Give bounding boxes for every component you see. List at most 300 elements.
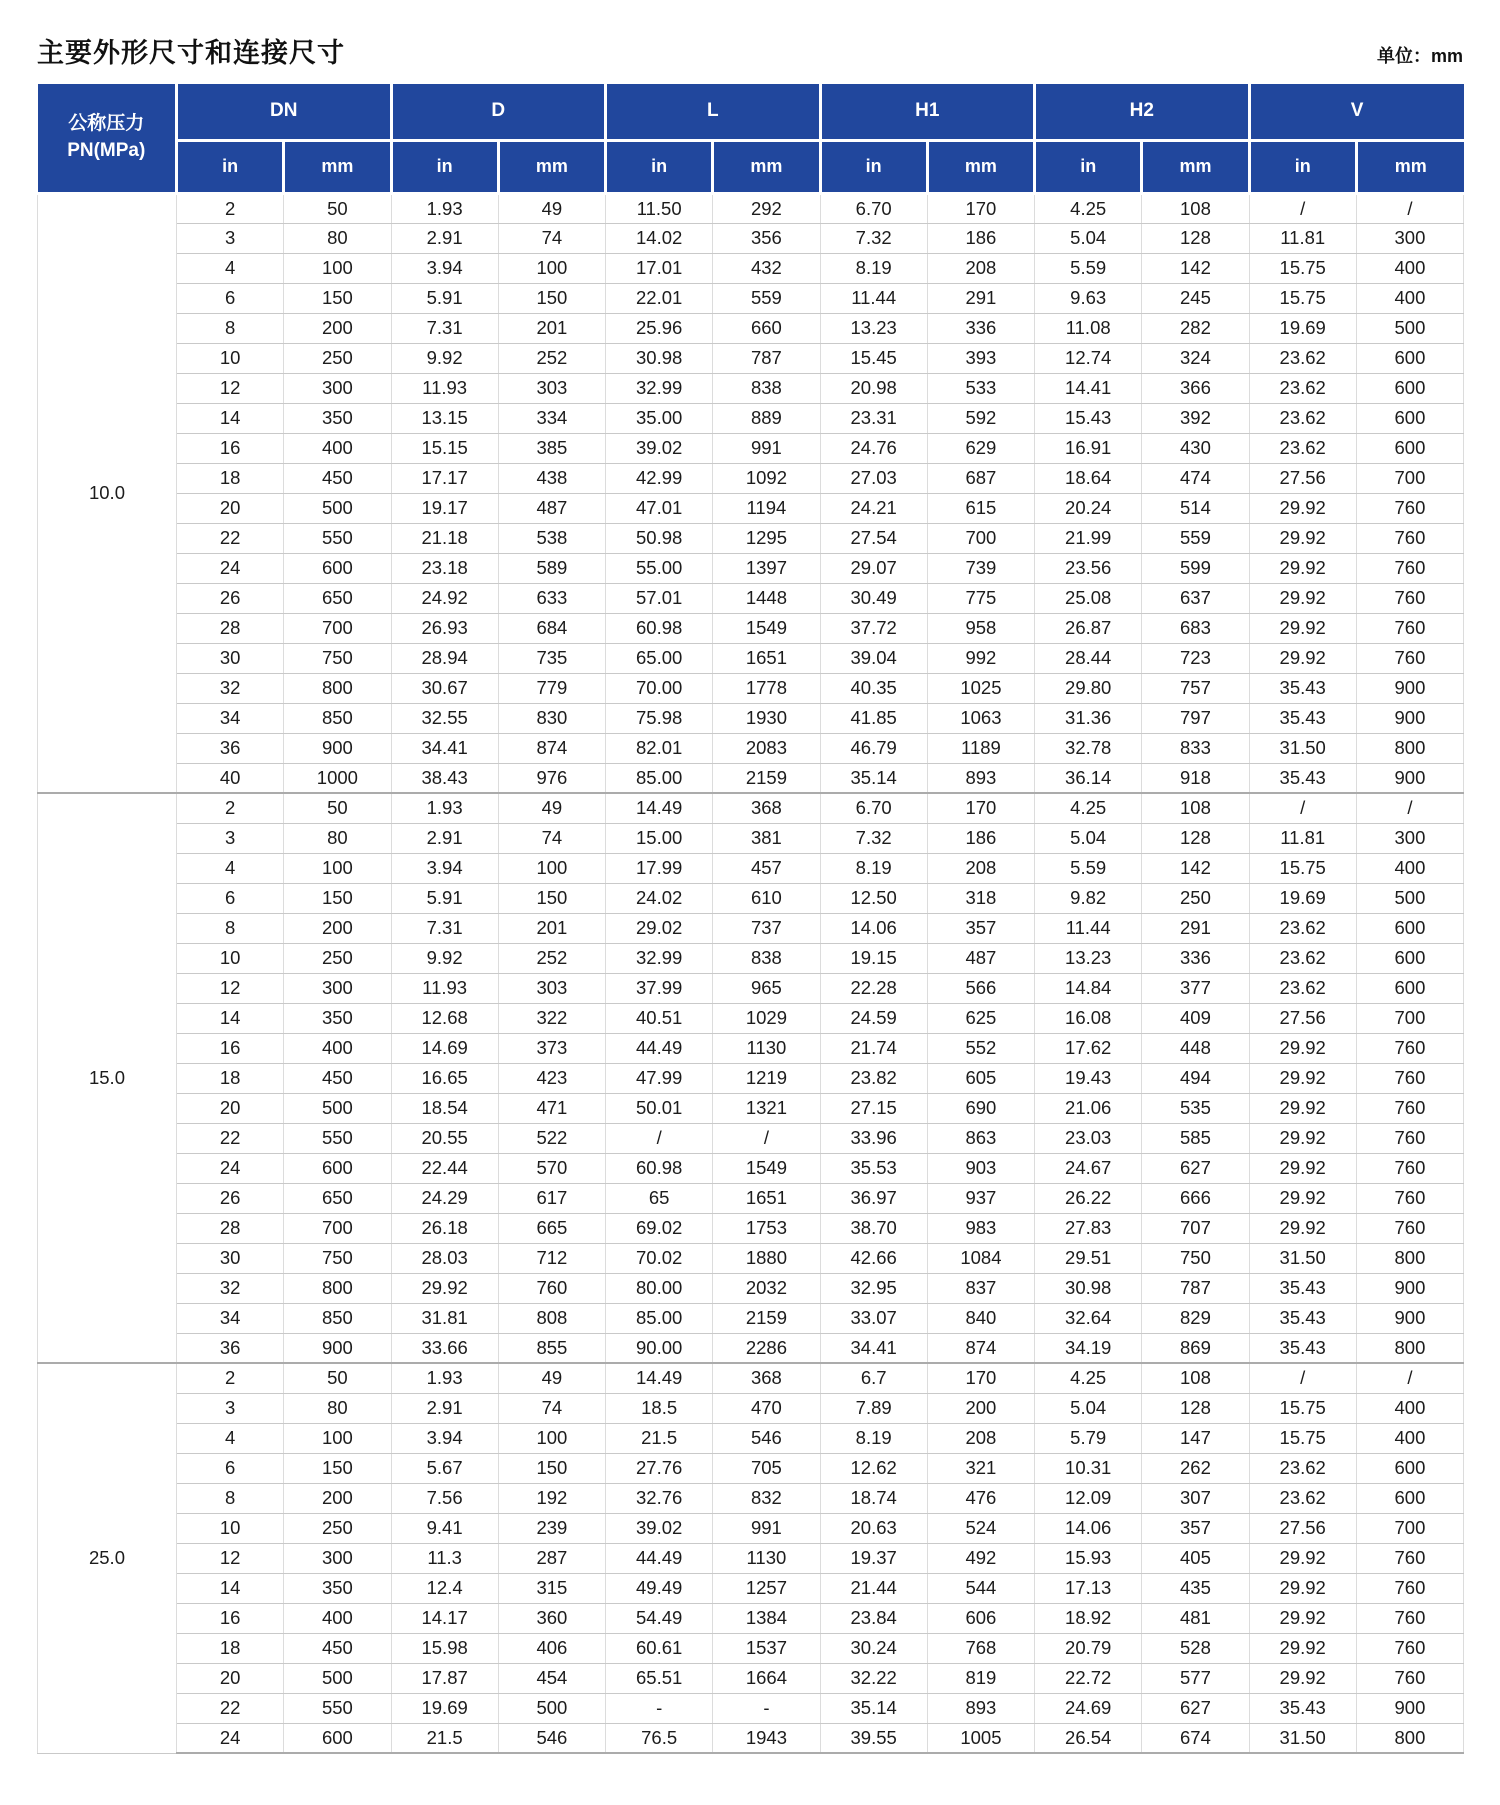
subheader-v-in: in	[1249, 140, 1356, 193]
data-cell: 760	[1356, 1663, 1463, 1693]
data-cell: 60.98	[606, 1153, 713, 1183]
data-cell: 60.98	[606, 613, 713, 643]
data-cell: 1257	[713, 1573, 820, 1603]
data-cell: 80	[284, 1393, 391, 1423]
data-cell: 25.08	[1035, 583, 1142, 613]
data-cell: 35.14	[820, 1693, 927, 1723]
data-cell: 49	[498, 193, 605, 223]
table-row	[38, 823, 1464, 853]
data-cell: 27.56	[1249, 463, 1356, 493]
data-cell: 23.03	[1035, 1123, 1142, 1153]
data-cell: 28.44	[1035, 643, 1142, 673]
data-cell: 30.98	[606, 343, 713, 373]
data-cell: 350	[284, 403, 391, 433]
data-cell: 69.02	[606, 1213, 713, 1243]
data-cell: 282	[1142, 313, 1249, 343]
table-row	[38, 763, 1464, 793]
data-cell: 350	[284, 1003, 391, 1033]
data-cell: 300	[284, 973, 391, 1003]
data-cell: 20.24	[1035, 493, 1142, 523]
data-cell: 470	[713, 1393, 820, 1423]
header-unit-row	[38, 140, 1464, 193]
data-cell: 23.62	[1249, 403, 1356, 433]
header-group-row	[38, 84, 1464, 140]
data-cell: 30	[177, 1243, 284, 1273]
table-row	[38, 313, 1464, 343]
data-cell: 757	[1142, 673, 1249, 703]
data-cell: 70.00	[606, 673, 713, 703]
data-cell: 36	[177, 1333, 284, 1363]
data-cell: 21.99	[1035, 523, 1142, 553]
table-row	[38, 673, 1464, 703]
table-row	[38, 1393, 1464, 1423]
data-cell: /	[1249, 193, 1356, 223]
data-cell: 2032	[713, 1273, 820, 1303]
data-cell: 1000	[284, 763, 391, 793]
data-cell: 42.66	[820, 1243, 927, 1273]
table-row	[38, 643, 1464, 673]
data-cell: 25.96	[606, 313, 713, 343]
data-cell: 35.43	[1249, 1693, 1356, 1723]
data-cell: 1084	[927, 1243, 1034, 1273]
data-cell: 300	[1356, 823, 1463, 853]
data-cell: 2.91	[391, 1393, 498, 1423]
data-cell: 23.56	[1035, 553, 1142, 583]
data-cell: 600	[1356, 343, 1463, 373]
data-cell: 368	[713, 1363, 820, 1393]
data-cell: 292	[713, 193, 820, 223]
data-cell: 377	[1142, 973, 1249, 1003]
data-cell: 50	[284, 1363, 391, 1393]
data-cell: 128	[1142, 823, 1249, 853]
table-row	[38, 1723, 1464, 1753]
data-cell: 7.32	[820, 823, 927, 853]
data-cell: 18.54	[391, 1093, 498, 1123]
data-cell: 637	[1142, 583, 1249, 613]
table-row	[38, 1153, 1464, 1183]
data-cell: 368	[713, 793, 820, 823]
pressure-column-header	[38, 84, 177, 193]
data-cell: 21.18	[391, 523, 498, 553]
table-row	[38, 1243, 1464, 1273]
data-cell: 150	[284, 883, 391, 913]
data-cell: 100	[498, 1423, 605, 1453]
table-row	[38, 493, 1464, 523]
data-cell: 29.92	[1249, 1213, 1356, 1243]
data-cell: 5.04	[1035, 223, 1142, 253]
data-cell: 35.43	[1249, 1333, 1356, 1363]
data-cell: 28.03	[391, 1243, 498, 1273]
data-cell: 552	[927, 1033, 1034, 1063]
data-cell: 893	[927, 763, 1034, 793]
data-cell: 600	[1356, 1483, 1463, 1513]
table-row	[38, 1303, 1464, 1333]
data-cell: 700	[284, 613, 391, 643]
data-cell: 170	[927, 193, 1034, 223]
data-cell: 14.69	[391, 1033, 498, 1063]
data-cell: 600	[284, 1723, 391, 1753]
data-cell: 723	[1142, 643, 1249, 673]
data-cell: 16.91	[1035, 433, 1142, 463]
data-cell: 17.99	[606, 853, 713, 883]
data-cell: 400	[1356, 1423, 1463, 1453]
data-cell: 18.74	[820, 1483, 927, 1513]
data-cell: 35.14	[820, 763, 927, 793]
data-cell: 12.68	[391, 1003, 498, 1033]
page-title: 主要外形尺寸和连接尺寸	[37, 38, 345, 68]
data-cell: 250	[284, 943, 391, 973]
data-cell: 2	[177, 1363, 284, 1393]
data-cell: 937	[927, 1183, 1034, 1213]
data-cell: 5.91	[391, 283, 498, 313]
data-cell: 32.55	[391, 703, 498, 733]
data-cell: 47.01	[606, 493, 713, 523]
data-cell: 15.75	[1249, 1423, 1356, 1453]
data-cell: 20	[177, 493, 284, 523]
data-cell: 303	[498, 373, 605, 403]
data-cell: 10.31	[1035, 1453, 1142, 1483]
data-cell: 760	[1356, 1153, 1463, 1183]
data-cell: 21.5	[606, 1423, 713, 1453]
data-cell: 36.97	[820, 1183, 927, 1213]
data-cell: 15.00	[606, 823, 713, 853]
data-cell: 14.06	[1035, 1513, 1142, 1543]
data-cell: 570	[498, 1153, 605, 1183]
data-cell: 471	[498, 1093, 605, 1123]
data-cell: 80	[284, 823, 391, 853]
data-cell: 85.00	[606, 763, 713, 793]
data-cell: 712	[498, 1243, 605, 1273]
data-cell: 29.92	[1249, 583, 1356, 613]
data-cell: 357	[1142, 1513, 1249, 1543]
data-cell: 23.62	[1249, 913, 1356, 943]
data-cell: 4	[177, 853, 284, 883]
data-cell: 50	[284, 193, 391, 223]
data-cell: 34.19	[1035, 1333, 1142, 1363]
data-cell: 760	[1356, 1603, 1463, 1633]
data-cell: 829	[1142, 1303, 1249, 1333]
data-cell: 32.22	[820, 1663, 927, 1693]
data-cell: 32.76	[606, 1483, 713, 1513]
data-cell: 38.43	[391, 763, 498, 793]
data-cell: 201	[498, 313, 605, 343]
data-cell: 324	[1142, 343, 1249, 373]
data-cell: 315	[498, 1573, 605, 1603]
table-row	[38, 883, 1464, 913]
data-cell: 208	[927, 253, 1034, 283]
data-cell: 6	[177, 1453, 284, 1483]
data-cell: 1321	[713, 1093, 820, 1123]
data-cell: 5.59	[1035, 253, 1142, 283]
data-cell: 142	[1142, 253, 1249, 283]
table-row	[38, 1513, 1464, 1543]
data-cell: 6.7	[820, 1363, 927, 1393]
data-cell: 1549	[713, 613, 820, 643]
data-cell: 23.62	[1249, 343, 1356, 373]
data-cell: 10	[177, 943, 284, 973]
data-cell: 1194	[713, 493, 820, 523]
data-cell: 838	[713, 373, 820, 403]
data-cell: 863	[927, 1123, 1034, 1153]
data-cell: 27.76	[606, 1453, 713, 1483]
data-cell: 760	[1356, 1183, 1463, 1213]
data-cell: 14.84	[1035, 973, 1142, 1003]
data-cell: 760	[1356, 613, 1463, 643]
data-cell: 24	[177, 1153, 284, 1183]
data-cell: /	[1249, 1363, 1356, 1393]
data-cell: 705	[713, 1453, 820, 1483]
data-cell: 409	[1142, 1003, 1249, 1033]
data-cell: 550	[284, 1123, 391, 1153]
data-cell: 31.50	[1249, 733, 1356, 763]
dimensions-table	[37, 84, 1464, 1754]
data-cell: 15.45	[820, 343, 927, 373]
data-cell: 750	[284, 1243, 391, 1273]
data-cell: 12.50	[820, 883, 927, 913]
data-cell: 29.92	[1249, 613, 1356, 643]
data-cell: 50	[284, 793, 391, 823]
data-cell: 26.87	[1035, 613, 1142, 643]
data-cell: 6.70	[820, 793, 927, 823]
data-cell: -	[606, 1693, 713, 1723]
data-cell: 29.92	[1249, 553, 1356, 583]
data-cell: 80	[284, 223, 391, 253]
data-cell: 27.15	[820, 1093, 927, 1123]
data-cell: 665	[498, 1213, 605, 1243]
data-cell: 7.31	[391, 313, 498, 343]
data-cell: 82.01	[606, 733, 713, 763]
data-cell: 787	[1142, 1273, 1249, 1303]
data-cell: 18.64	[1035, 463, 1142, 493]
data-cell: 186	[927, 223, 1034, 253]
data-cell: 33.96	[820, 1123, 927, 1153]
data-cell: 700	[1356, 1513, 1463, 1543]
data-cell: 808	[498, 1303, 605, 1333]
data-cell: 900	[284, 733, 391, 763]
data-cell: 500	[284, 493, 391, 523]
data-cell: 16.08	[1035, 1003, 1142, 1033]
data-cell: 34	[177, 1303, 284, 1333]
data-cell: 3	[177, 823, 284, 853]
data-cell: 450	[284, 1063, 391, 1093]
data-cell: 476	[927, 1483, 1034, 1513]
data-cell: 958	[927, 613, 1034, 643]
data-cell: 983	[927, 1213, 1034, 1243]
data-cell: 4	[177, 1423, 284, 1453]
data-cell: 650	[284, 1183, 391, 1213]
data-cell: 4	[177, 253, 284, 283]
data-cell: 4.25	[1035, 193, 1142, 223]
data-cell: 150	[284, 1453, 391, 1483]
data-cell: 448	[1142, 1033, 1249, 1063]
data-cell: 29.92	[1249, 643, 1356, 673]
data-cell: 1537	[713, 1633, 820, 1663]
table-row	[38, 1213, 1464, 1243]
data-cell: 1397	[713, 553, 820, 583]
data-cell: 474	[1142, 463, 1249, 493]
data-cell: 600	[1356, 973, 1463, 1003]
data-cell: 3.94	[391, 253, 498, 283]
data-cell: 760	[1356, 1093, 1463, 1123]
data-cell: 19.37	[820, 1543, 927, 1573]
subheader-dn-mm: mm	[284, 140, 391, 193]
pressure-value-cell: 10.0	[38, 193, 177, 793]
data-cell: 29.51	[1035, 1243, 1142, 1273]
data-cell: 992	[927, 643, 1034, 673]
table-row	[38, 193, 1464, 223]
data-cell: 357	[927, 913, 1034, 943]
data-cell: 291	[927, 283, 1034, 313]
data-cell: 49	[498, 1363, 605, 1393]
data-cell: 700	[927, 523, 1034, 553]
data-cell: 34.41	[820, 1333, 927, 1363]
table-header	[38, 84, 1464, 193]
data-cell: 11.44	[820, 283, 927, 313]
data-cell: 550	[284, 523, 391, 553]
data-cell: 27.56	[1249, 1003, 1356, 1033]
data-cell: 8	[177, 913, 284, 943]
data-cell: 373	[498, 1033, 605, 1063]
data-cell: 14	[177, 1573, 284, 1603]
data-cell: 599	[1142, 553, 1249, 583]
data-cell: 2159	[713, 763, 820, 793]
data-cell: 39.02	[606, 433, 713, 463]
data-cell: 28.94	[391, 643, 498, 673]
data-cell: 1664	[713, 1663, 820, 1693]
data-cell: 30	[177, 643, 284, 673]
title-row	[37, 30, 1463, 70]
table-row	[38, 343, 1464, 373]
data-cell: 54.49	[606, 1603, 713, 1633]
data-cell: 31.81	[391, 1303, 498, 1333]
data-cell: 617	[498, 1183, 605, 1213]
data-cell: 3.94	[391, 853, 498, 883]
data-cell: 2083	[713, 733, 820, 763]
data-cell: 1130	[713, 1033, 820, 1063]
data-cell: 1025	[927, 673, 1034, 703]
data-cell: 430	[1142, 433, 1249, 463]
data-cell: 760	[1356, 1573, 1463, 1603]
pressure-header-line2: PN(MPa)	[67, 139, 146, 161]
data-cell: 492	[927, 1543, 1034, 1573]
data-cell: 1549	[713, 1153, 820, 1183]
table-row	[38, 1123, 1464, 1153]
data-cell: 787	[713, 343, 820, 373]
data-cell: 239	[498, 1513, 605, 1543]
data-cell: 23.84	[820, 1603, 927, 1633]
data-cell: 35.43	[1249, 763, 1356, 793]
data-cell: 27.03	[820, 463, 927, 493]
data-cell: 683	[1142, 613, 1249, 643]
column-group-header-v: V	[1249, 84, 1464, 140]
data-cell: 592	[927, 403, 1034, 433]
table-row	[38, 1363, 1464, 1393]
data-cell: 7.56	[391, 1483, 498, 1513]
data-cell: 15.75	[1249, 853, 1356, 883]
data-cell: 300	[284, 1543, 391, 1573]
data-cell: 29.92	[1249, 1573, 1356, 1603]
pressure-value-cell: 25.0	[38, 1363, 177, 1753]
data-cell: 1092	[713, 463, 820, 493]
data-cell: 2	[177, 193, 284, 223]
data-cell: 14.41	[1035, 373, 1142, 403]
data-cell: 1448	[713, 583, 820, 613]
data-cell: 366	[1142, 373, 1249, 403]
data-cell: 566	[927, 973, 1034, 1003]
data-cell: 24.92	[391, 583, 498, 613]
data-cell: 40.51	[606, 1003, 713, 1033]
data-cell: 15.98	[391, 1633, 498, 1663]
data-cell: 318	[927, 883, 1034, 913]
data-cell: 186	[927, 823, 1034, 853]
data-cell: 31.36	[1035, 703, 1142, 733]
data-cell: 589	[498, 553, 605, 583]
data-cell: 5.04	[1035, 1393, 1142, 1423]
table-body	[38, 193, 1464, 1753]
data-cell: 200	[284, 313, 391, 343]
data-cell: 900	[1356, 1693, 1463, 1723]
data-cell: 32.78	[1035, 733, 1142, 763]
data-cell: 200	[284, 913, 391, 943]
data-cell: 100	[284, 1423, 391, 1453]
data-cell: 11.50	[606, 193, 713, 223]
data-cell: 70.02	[606, 1243, 713, 1273]
data-cell: 49	[498, 793, 605, 823]
data-cell: 35.43	[1249, 703, 1356, 733]
data-cell: 11.3	[391, 1543, 498, 1573]
data-cell: 15.75	[1249, 1393, 1356, 1423]
data-cell: 26.54	[1035, 1723, 1142, 1753]
data-cell: 1.93	[391, 793, 498, 823]
data-cell: 19.69	[1249, 313, 1356, 343]
data-cell: 100	[498, 853, 605, 883]
data-cell: 200	[927, 1393, 1034, 1423]
data-cell: 17.01	[606, 253, 713, 283]
data-cell: 30.24	[820, 1633, 927, 1663]
data-cell: 760	[1356, 493, 1463, 523]
data-cell: 1.93	[391, 193, 498, 223]
data-cell: 23.18	[391, 553, 498, 583]
data-cell: 19.69	[391, 1693, 498, 1723]
data-cell: 9.41	[391, 1513, 498, 1543]
table-row	[38, 1483, 1464, 1513]
data-cell: 291	[1142, 913, 1249, 943]
data-cell: 684	[498, 613, 605, 643]
data-cell: 435	[1142, 1573, 1249, 1603]
data-cell: 457	[713, 853, 820, 883]
data-cell: 528	[1142, 1633, 1249, 1663]
data-cell: 8.19	[820, 1423, 927, 1453]
data-cell: 23.82	[820, 1063, 927, 1093]
data-cell: 150	[498, 883, 605, 913]
data-cell: 900	[1356, 1303, 1463, 1333]
data-cell: 245	[1142, 283, 1249, 313]
data-cell: 889	[713, 403, 820, 433]
data-cell: /	[713, 1123, 820, 1153]
data-cell: 150	[498, 283, 605, 313]
data-cell: 29.07	[820, 553, 927, 583]
data-cell: 800	[1356, 1243, 1463, 1273]
data-cell: 874	[498, 733, 605, 763]
table-row	[38, 1003, 1464, 1033]
data-cell: 29.02	[606, 913, 713, 943]
data-cell: 300	[284, 373, 391, 403]
table-row	[38, 1183, 1464, 1213]
data-cell: 29.92	[1249, 523, 1356, 553]
data-cell: 128	[1142, 1393, 1249, 1423]
table-row	[38, 703, 1464, 733]
data-cell: 976	[498, 763, 605, 793]
